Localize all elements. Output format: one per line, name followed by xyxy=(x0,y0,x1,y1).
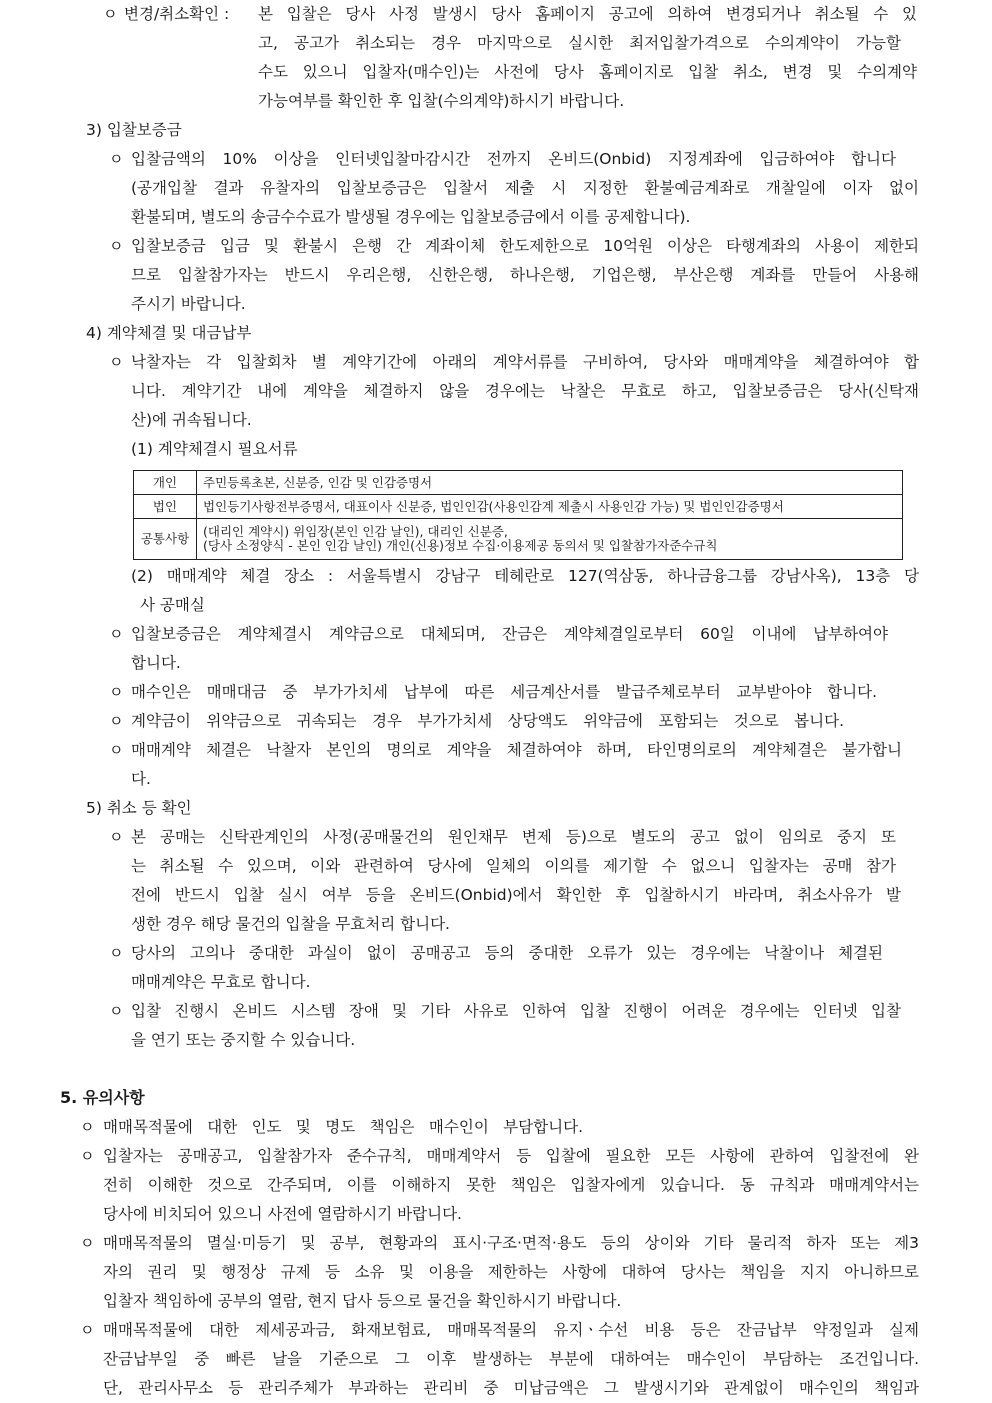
table-cell-line: (대리인 계약시) 위임장(본인 인감 날인), 대리인 신분증, xyxy=(203,524,508,539)
section-heading: 5) 취소 등 확인 xyxy=(86,799,192,817)
text-line: 수도 있으니 입찰자(매수인)는 사전에 당사 홈페이지로 입찰 취소, 변경 및 수의계약 xyxy=(258,63,917,81)
change-label: 변경/취소확인 : xyxy=(124,5,230,23)
table-row xyxy=(134,495,903,519)
section-heading: 4) 계약체결 및 대금납부 xyxy=(86,324,252,342)
text-line: 매매계약은 무효로 합니다. xyxy=(131,973,311,991)
section-title: 5. 유의사항 xyxy=(60,1088,145,1107)
text-line: 주시기 바랍니다. xyxy=(131,295,246,313)
text-line: (공개입찰 결과 유찰자의 입찰보증금은 입찰서 제출 시 지정한 환불예금계좌로 개찰일에 이자 없이 xyxy=(131,179,919,197)
bullet: ㅇ xyxy=(80,1321,95,1339)
table-cell: 주민등록초본, 신분증, 인감 및 인감증명서 xyxy=(197,471,903,495)
table-cell xyxy=(197,519,903,560)
text-line: 합니다. xyxy=(131,654,181,672)
text-line: 당사에 비치되어 있으니 사전에 열람하시기 바랍니다. xyxy=(103,1205,462,1223)
text-line: 생한 경우 해당 물건의 입찰을 무효처리 합니다. xyxy=(131,915,450,933)
text-line: 자의 권리 및 행정상 규제 등 소유 및 이용을 제한하는 사항에 대하여 당사는 책임을 지지 아니하므로 xyxy=(103,1263,919,1281)
text-line: 단, 관리사무소 등 관리주체가 부과하는 관리비 중 미납금액은 그 발생시기와 관계없이 매수인의 책임과 xyxy=(103,1379,919,1397)
table-cell-line: (당사 소정양식 - 본인 인감 날인) 개인(신용)정보 수집·이용제공 동의서 및 입찰참가자준수규칙 xyxy=(203,538,718,553)
text-line: 을 연기 또는 중지할 수 있습니다. xyxy=(131,1031,356,1049)
bullet: ㅇ xyxy=(103,5,118,23)
text-line: 고, 공고가 취소되는 경우 마지막으로 실시한 최저입찰가격으로 수의계약이 가능할 xyxy=(258,34,901,52)
table-header-cell: 개인 xyxy=(134,471,197,495)
text-line: 전히 이해한 것으로 간주되며, 이를 이해하지 못한 책임은 입찰자에게 있습니다. 동 규칙과 매매계약서는 xyxy=(103,1176,919,1194)
bullet: ㅇ xyxy=(109,625,124,643)
text-line: 낙찰자는 각 입찰회차 별 계약기간에 아래의 계약서류를 구비하여, 당사와 매매계약을 체결하여야 합 xyxy=(131,353,919,371)
table-header-cell: 법인 xyxy=(134,495,197,519)
text-line: 입찰자는 공매공고, 입찰참가자 준수규칙, 매매계약서 등 입찰에 필요한 모든 사항에 관하여 입찰전에 완 xyxy=(103,1147,919,1165)
table-cell: 법인등기사항전부증명서, 대표이사 신분증, 법인인감(사용인감계 제출시 사용인감 가능) 및 법인인감증명서 xyxy=(197,495,903,519)
text-line: 산)에 귀속됩니다. xyxy=(131,411,252,429)
bullet: ㅇ xyxy=(109,683,124,701)
text-line: 입찰보증금 입금 및 환불시 은행 간 계좌이체 한도제한으로 10억원 이상은 타행계좌의 사용이 제한되 xyxy=(131,237,919,255)
required-documents-table xyxy=(133,470,903,560)
text-line: 매매목적물의 멸실·미등기 및 공부, 현황과의 표시·구조·면적·용도 등의 상이와 기타 물리적 하자 또는 제3 xyxy=(103,1234,919,1252)
text-line: 입찰보증금은 계약체결시 계약금으로 대체되며, 잔금은 계약체결일로부터 60일 이내에 납부하여야 xyxy=(131,625,888,643)
text-line: 다. xyxy=(131,770,151,788)
text-line: 매매목적물에 대한 제세공과금, 화재보험료, 매매목적물의 유지ㆍ수선 비용 등은 잔금납부 약정일과 실제 xyxy=(103,1321,919,1339)
text-line: 는 취소될 수 있으며, 이와 관련하여 당사에 일체의 이의를 제기할 수 없으니 입찰자는 공매 참가 xyxy=(131,857,896,875)
text-line: 입찰자 책임하에 공부의 열람, 현지 답사 등으로 물건을 확인하시기 바랍니다. xyxy=(103,1292,622,1310)
text-line: 본 공매는 신탁관계인의 사정(공매물건의 원인채무 변제 등)으로 별도의 공고 없이 임의로 중지 또 xyxy=(131,828,896,846)
bullet: ㅇ xyxy=(109,150,124,168)
bullet: ㅇ xyxy=(80,1118,95,1136)
text-line: 입찰 진행시 온비드 시스템 장애 및 기타 사유로 인하여 입찰 진행이 어려운 경우에는 인터넷 입찰 xyxy=(131,1002,901,1020)
bullet: ㅇ xyxy=(109,353,124,371)
bullet: ㅇ xyxy=(109,712,124,730)
text-line: 가능여부를 확인한 후 입찰(수의계약)하시기 바랍니다. xyxy=(258,92,625,110)
bullet: ㅇ xyxy=(109,944,124,962)
table-row xyxy=(134,519,903,560)
table-row xyxy=(134,471,903,495)
bullet: ㅇ xyxy=(109,741,124,759)
text-line: 니다. 계약기간 내에 계약을 체결하지 않을 경우에는 낙찰은 무효로 하고, 입찰보증금은 당사(신탁재 xyxy=(131,382,919,400)
bullet: ㅇ xyxy=(109,828,124,846)
text-line: 환불되며, 별도의 송금수수료가 발생될 경우에는 입찰보증금에서 이를 공제합니다). xyxy=(131,208,691,226)
text-line: 므로 입찰참가자는 반드시 우리은행, 신한은행, 하나은행, 기업은행, 부산은행 계좌를 만들어 사용해 xyxy=(131,266,919,284)
text-line: 매매목적물에 대한 인도 및 명도 책임은 매수인이 부담합니다. xyxy=(103,1118,583,1136)
text-line: 매수인은 매매대금 중 부가가치세 납부에 따른 세금계산서를 발급주체로부터 교부받아야 합니다. xyxy=(131,683,877,701)
text-line: (2) 매매계약 체결 장소 : 서울특별시 강남구 테헤란로 127(역삼동, 하나금융그룹 강남사옥), 13층 당 xyxy=(131,567,919,585)
bullet: ㅇ xyxy=(80,1234,95,1252)
table-header-cell: 공통사항 xyxy=(134,519,197,560)
text-line: 당사의 고의나 중대한 과실이 없이 공매공고 등의 중대한 오류가 있는 경우에는 낙찰이나 체결된 xyxy=(131,944,883,962)
text-line: 잔금납부일 중 빠른 날을 기준으로 그 이후 발생하는 부분에 대하여는 매수인이 부담하는 조건입니다. xyxy=(103,1350,919,1368)
bullet: ㅇ xyxy=(109,1002,124,1020)
sub-heading: (1) 계약체결시 필요서류 xyxy=(131,440,298,458)
text-line: 본 입찰은 당사 사정 발생시 당사 홈페이지 공고에 의하여 변경되거나 취소될 수 있 xyxy=(258,5,917,23)
text-line: 전에 반드시 입찰 실시 여부 등을 온비드(Onbid)에서 확인한 후 입찰하시기 바라며, 취소사유가 발 xyxy=(131,886,901,904)
bullet: ㅇ xyxy=(80,1147,95,1165)
text-line: 매매계약 체결은 낙찰자 본인의 명의로 계약을 체결하여야 하며, 타인명의로의 계약체결은 불가합니 xyxy=(131,741,902,759)
text-line: 입찰금액의 10% 이상을 인터넷입찰마감시간 전까지 온비드(Onbid) 지정계좌에 입금하여야 합니다 xyxy=(131,150,896,168)
text-line: 계약금이 위약금으로 귀속되는 경우 부가가치세 상당액도 위약금에 포함되는 것으로 봅니다. xyxy=(131,712,844,730)
section-heading: 3) 입찰보증금 xyxy=(86,121,182,139)
text-line: 사 공매실 xyxy=(140,596,205,614)
bullet: ㅇ xyxy=(109,237,124,255)
